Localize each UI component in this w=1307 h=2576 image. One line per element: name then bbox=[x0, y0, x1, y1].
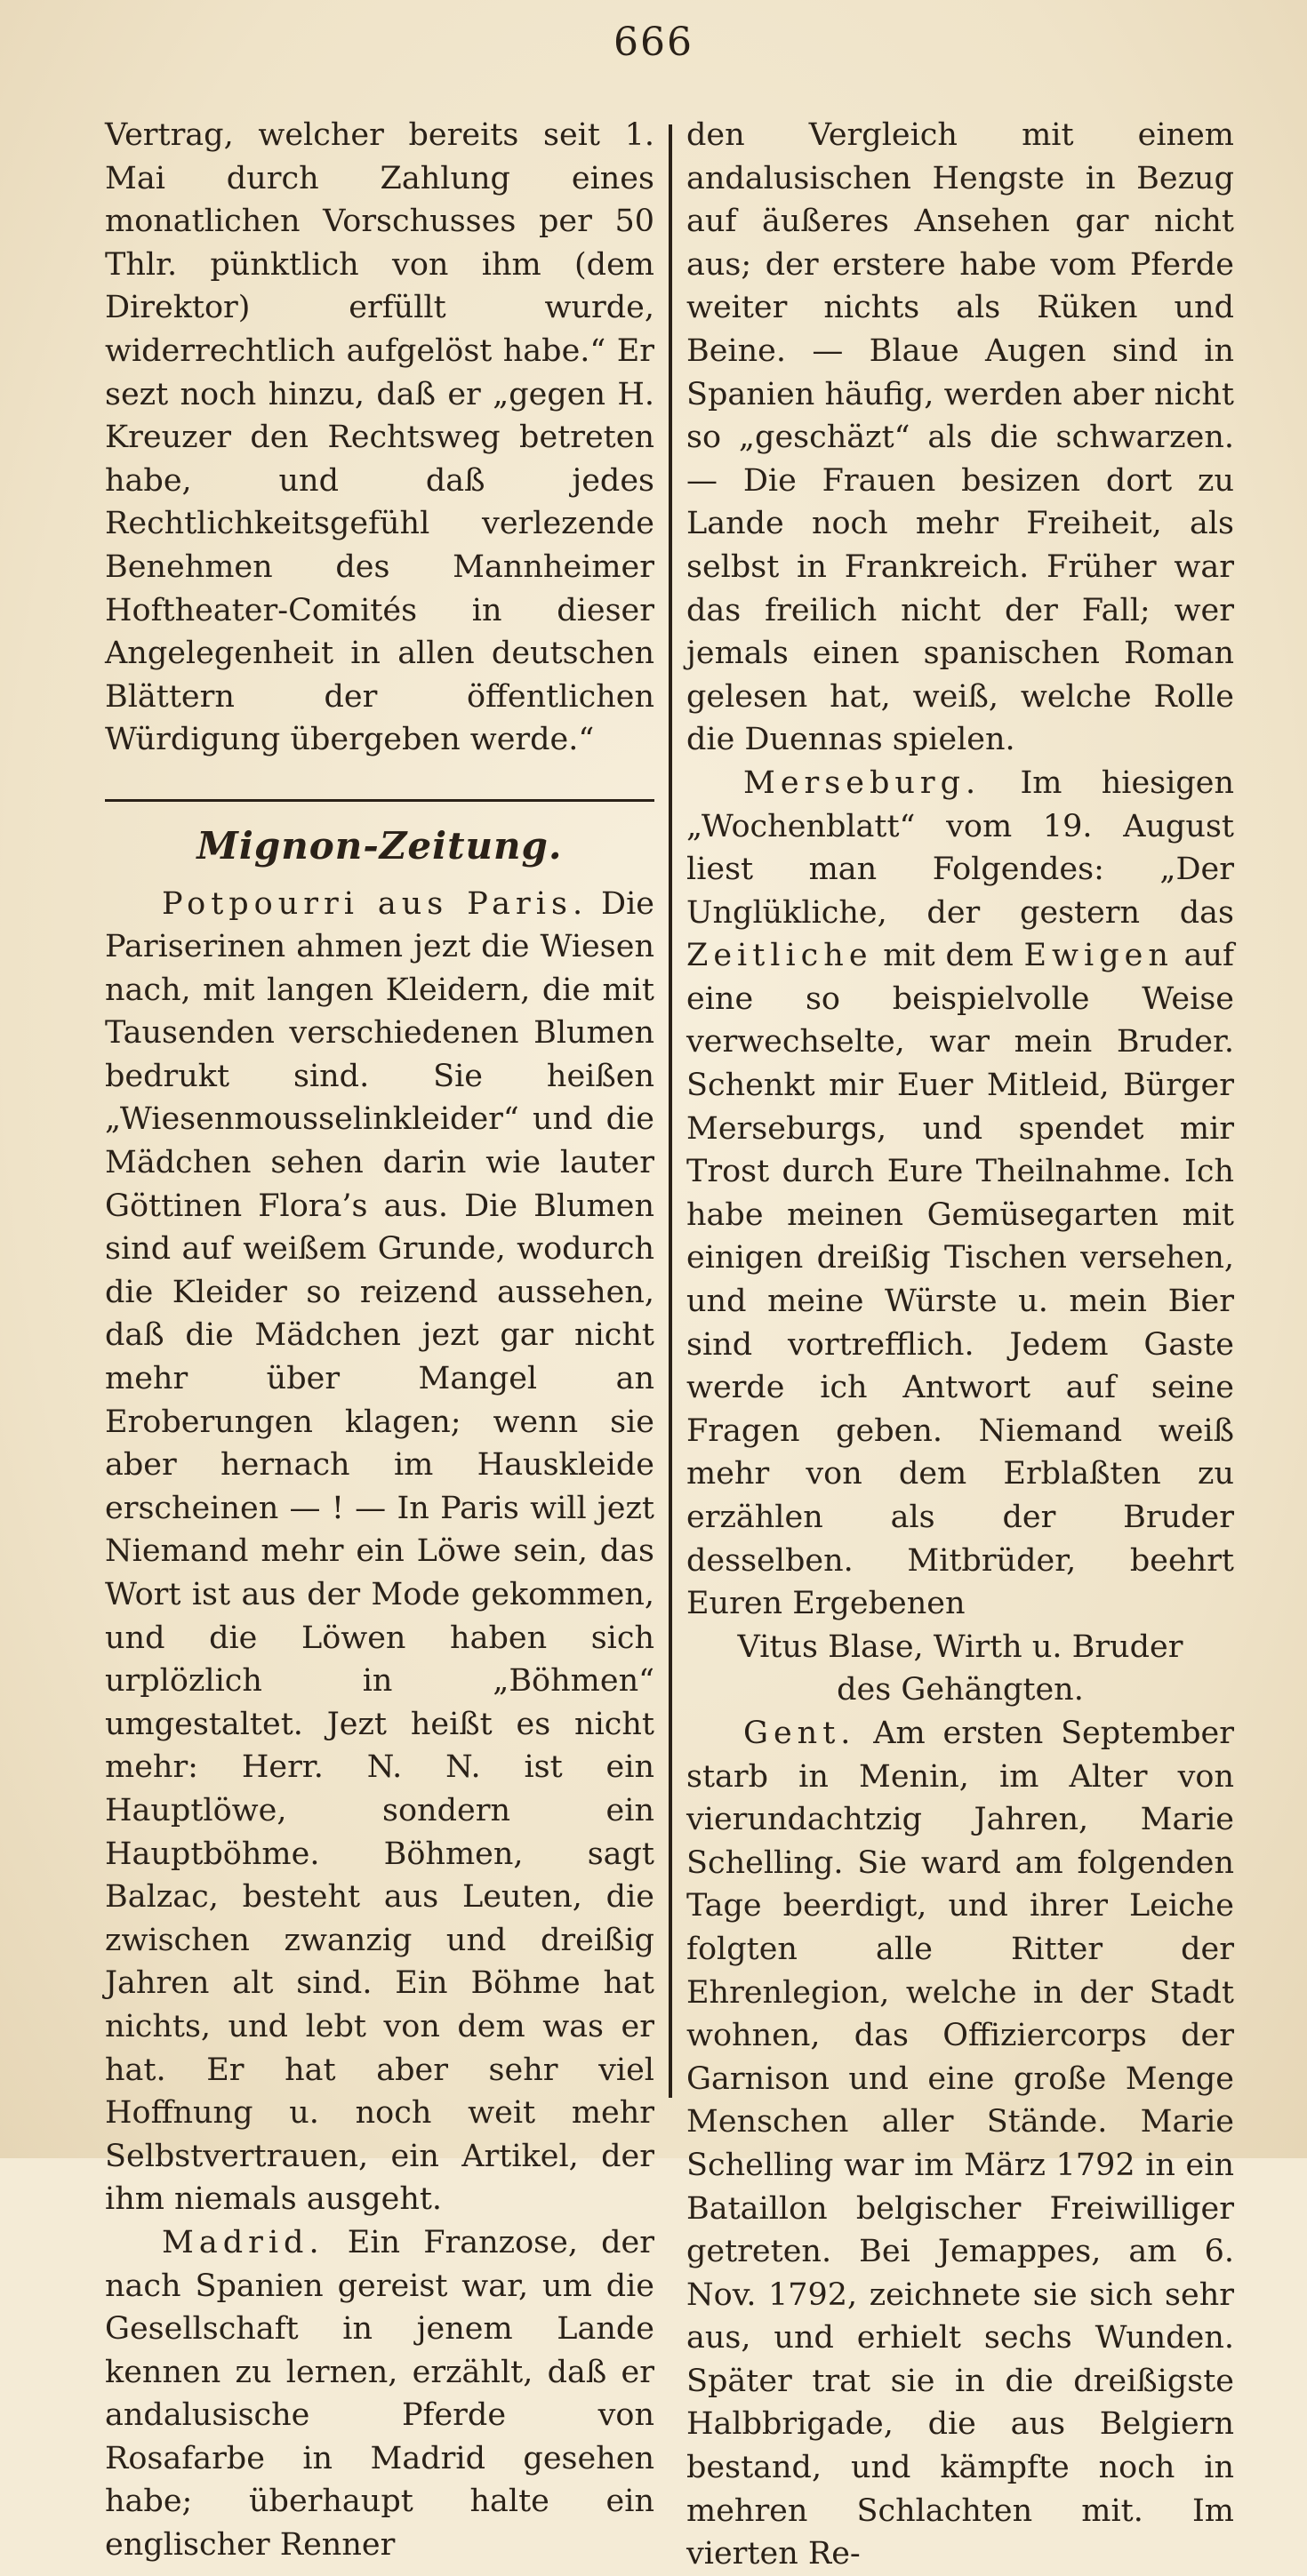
paris-text: Die Pariserinen ahmen jezt die Wiesen nach, mit langen Kleidern, die mit Tausenden verschiedenen Blumen bedrukt sind. Sie heißen „Wiesenmousselinkleider“ und die Mädchen sehen darin wie lauter Göttinen Flora’s aus. Die Blumen sind auf weißem Grunde, wodurch die Kleider so reizend aussehen, daß die Mädchen jezt gar nicht mehr über Mangel an Eroberungen klagen; wenn sie aber hernach im Hauskleide erscheinen — ! — In Paris will jezt Niemand mehr ein Löwe sein, das Wort ist aus der Mode gekommen, und die Löwen haben sich urplözlich in „Böhmen“ umgestaltet. Jezt heißt es nicht mehr: Herr. N. N. ist ein Hauptlöwe, sondern ein Hauptböhme. Böhmen, sagt Balzac, besteht aus Leuten, die zwischen zwanzig und dreißig Jahren alt sind. Ein Böhme hat nichts, und lebt von dem was er hat. Er hat aber sehr viel Hoffnung u. noch weit mehr Selbstvertrauen, ein Artikel, der ihm niemals ausgeht. bbox=[105, 885, 654, 2218]
column-divider bbox=[669, 124, 672, 2098]
continued-article-text: Vertrag, welcher bereits seit 1. Mai durch Zahlung eines monatlichen Vorschusses per 50 Thlr. pünktlich von ihm (dem Direktor) erfüllt wurde, widerrechtlich aufgelöst habe.“ Er sezt noch hinzu, daß er „gegen H. Kreuzer den Rechtsweg betreten habe, und daß jedes Rechtlichkeitsgefühl verlezende Benehmen des Mannheimer Hoftheater-Comités in dieser Angelegenheit in allen deutschen Blättern der öffentlichen Würdigung übergeben werde.“ bbox=[105, 117, 654, 758]
merseburg-text-part-3: auf eine so beispielvolle Weise verwechselte, war mein Bruder. Schenkt mir Euer Mitleid, Bürger Merseburgs, und spendet mir Trost durch Eure Theilnahme. Ich habe meinen Gemüsegarten mit einigen dreißig Tischen versehen, und meine Würste u. mein Bier sind vortrefflich. Jedem Gaste werde ich Antwort auf seine Fragen geben. Niemand weiß mehr von dem Erblaßten zu erzählen als der Bruder desselben. Mitbrüder, beehrt Euren Ergebenen bbox=[686, 938, 1234, 1622]
section-title: Mignon-Zeitung. bbox=[196, 823, 563, 868]
merseburg-lead: Merseburg. bbox=[743, 764, 982, 801]
gent-article bbox=[686, 1712, 1234, 2576]
madrid-article bbox=[105, 2221, 654, 2567]
madrid-text: Ein Franzose, der nach Spanien gereist war, um die Gesellschaft in jenem Lande kennen zu lernen, erzählt, daß er andalusische Pferde von Rosafarbe in Madrid gesehen habe; überhaupt halte ein englischer Renner bbox=[105, 2224, 654, 2564]
left-column bbox=[105, 114, 654, 2567]
page-number: 666 bbox=[613, 20, 694, 65]
merseburg-spaced-word-1: Zeitliche bbox=[686, 938, 873, 974]
merseburg-spaced-word-2: Ewigen bbox=[1023, 938, 1174, 974]
section-divider-rule bbox=[105, 799, 654, 802]
paris-lead: Potpourri aus Paris. bbox=[162, 885, 589, 922]
signature-line-2: des Gehängten. bbox=[837, 1672, 1084, 1708]
merseburg-text-part-1: Im hiesigen „Wochenblatt“ vom 19. August liest man Folgendes: „Der Unglükliche, der gestern das bbox=[686, 764, 1234, 931]
right-column bbox=[686, 114, 1234, 2576]
gent-lead: Gent. bbox=[743, 1715, 856, 1751]
madrid-article-continued: den Vergleich mit einem andalusischen Hengste in Bezug auf äußeres Ansehen gar nicht aus; der erstere habe vom Pferde weiter nichts als Rüken und Beine. — Blaue Augen sind in Spanien häufig, werden aber nicht so „geschäzt“ als die schwarzen. — Die Frauen besizen dort zu Lande noch mehr Freiheit, als selbst in Frankreich. Früher war das freilich nicht der Fall; wer jemals einen spanischen Roman gelesen hat, weiß, welche Rolle die Duennas spielen. bbox=[686, 117, 1234, 758]
gent-text: Am ersten September starb in Menin, im Alter von vierundachtzig Jahren, Marie Schelling. Sie ward am folgenden Tage beerdigt, und ihrer Leiche folgten alle Ritter der Ehrenlegion, welche in der Stadt wohnen, das Offiziercorps der Garnison und eine große Menge Menschen aller Stände. Marie Schelling war im März 1792 in ein Bataillon belgischer Freiwilliger getreten. Bei Jemappes, am 6. Nov. 1792, zeichnete sie sich sehr aus, und erhielt sechs Wunden. Später trat sie in die dreißigste Halbbrigade, die aus Belgiern bestand, und kämpfte noch in mehren Schlachten mit. Im vierten Re- bbox=[686, 1715, 1234, 2572]
signature-line-1: Vitus Blase, Wirth u. Bruder bbox=[737, 1628, 1183, 1665]
paris-article bbox=[105, 883, 654, 2221]
merseburg-text-part-2: mit dem bbox=[883, 938, 1014, 974]
madrid-lead: Madrid. bbox=[162, 2224, 325, 2260]
merseburg-article bbox=[686, 762, 1234, 1626]
